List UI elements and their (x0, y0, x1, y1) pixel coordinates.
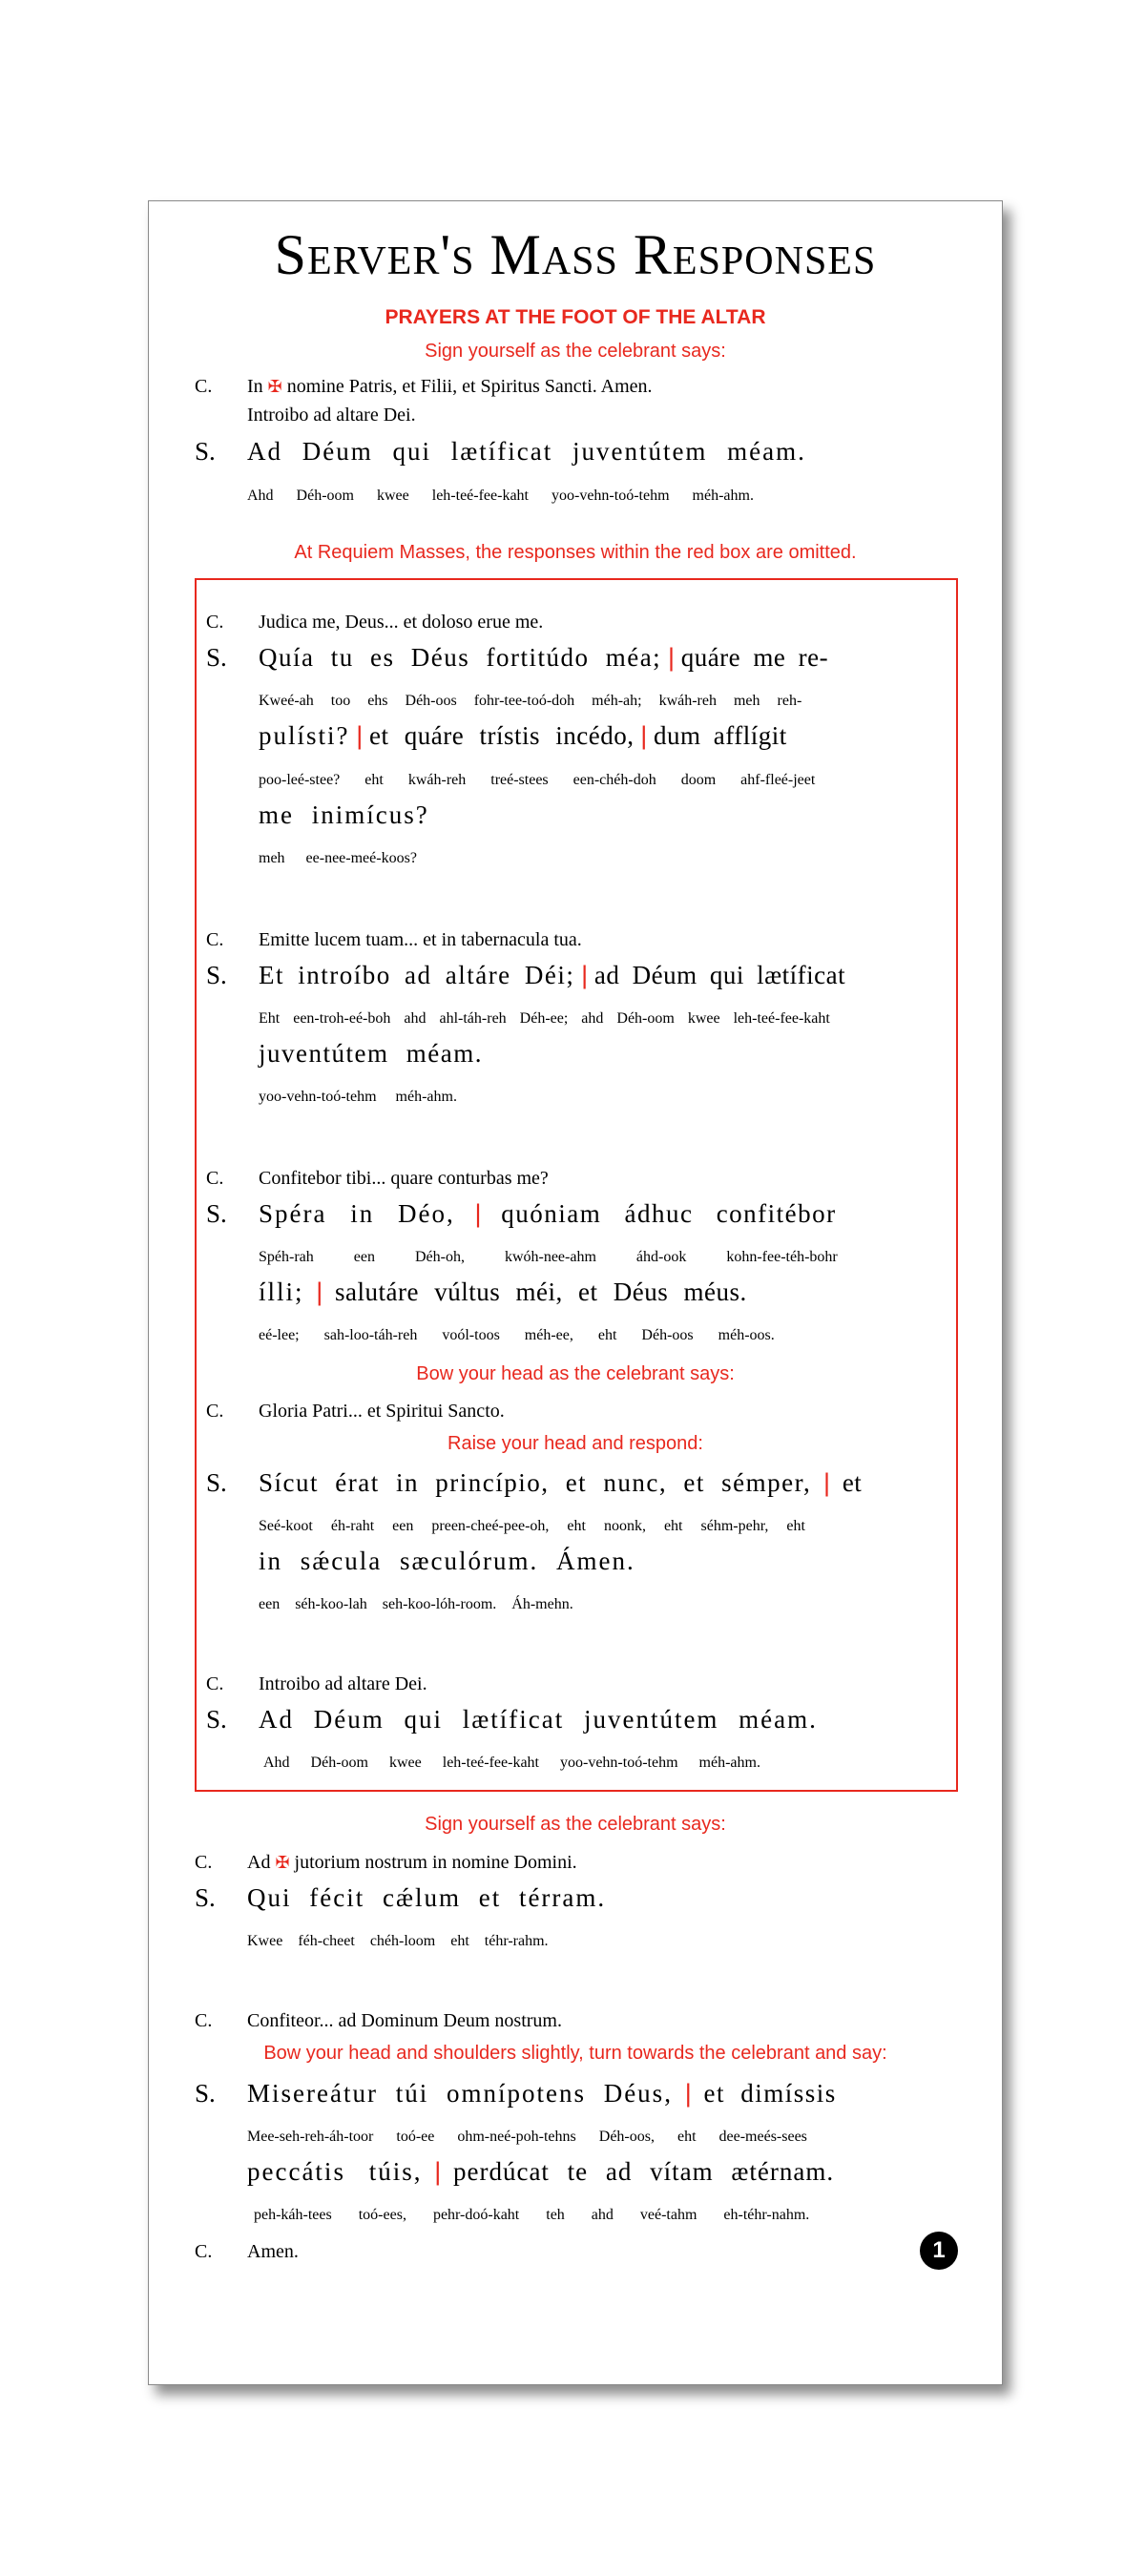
celebrant-line: C. Confiteor... ad Dominum Deum nostrum. (195, 2010, 562, 2031)
phonetic-line: Kwee féh-cheet chéh-loom eht téhr-rahm. (247, 1933, 549, 1949)
server-response-cont: in sǽcula sæculórum. Ámen. (259, 1547, 635, 1575)
server-response: S. Quía tu es Déus fortitúdo méa; | quáre me re- (206, 643, 829, 672)
celebrant-line: C. Introibo ad altare Dei. (206, 1673, 427, 1694)
cross-icon: ✠ (275, 1853, 290, 1873)
celebrant-label: C. (195, 376, 213, 397)
phonetic-line: een séh-koo-lah seh-koo-lóh-room. Áh-mehn. (259, 1596, 573, 1612)
instruction-sign-1: Sign yourself as the celebrant says: (425, 341, 726, 362)
celebrant-line: C. Emitte lucem tuam... et in tabernacula tua. (206, 929, 582, 950)
phonetic-line: Kweé-ah too ehs Déh-oos fohr-tee-toó-doh méh-ah; kwáh-reh meh reh- (259, 693, 802, 709)
server-response: S. Et introíbo ad altáre Déi; | ad Déum qui lætíficat (206, 961, 846, 989)
response-card (148, 200, 1003, 2385)
breath-mark: | (667, 643, 675, 672)
phonetic-line: Eht een-troh-eé-boh ahd ahl-táh-reh Déh-ee; ahd Déh-oom kwee leh-teé-fee-kaht (259, 1010, 830, 1027)
server-response: S. Misereátur túi omnípotens Déus, | et dimíssis (195, 2079, 837, 2108)
celebrant-line: C. Ad ✠ jutorium nostrum in nomine Domini. (195, 1852, 577, 1873)
phonetic-line: Seé-koot éh-raht een preen-cheé-pee-oh, eht noonk, eht séhm-pehr, eht (259, 1518, 805, 1534)
cross-icon: ✠ (267, 377, 282, 397)
server-response-cont: peccátis túis, | perdúcat te ad vítam ætérnam. (247, 2157, 835, 2186)
phonetic-line: Mee-seh-reh-áh-toor toó-ee ohm-neé-poh-tehns Déh-oos, eht dee-meés-sees (247, 2129, 807, 2145)
page-number-badge: 1 (920, 2232, 958, 2270)
section-heading: PRAYERS AT THE FOOT OF THE ALTAR (385, 306, 766, 328)
server-response: S. Sícut érat in princípio, et nunc, et sémper, | et (206, 1468, 863, 1497)
phonetic-line: poo-leé-stee? eht kwáh-reh treé-stees een-chéh-doh doom ahf-fleé-jeet (259, 772, 816, 788)
instruction-bow-shoulders: Bow your head and shoulders slightly, turn towards the celebrant and say: (263, 2043, 887, 2064)
phonetic-line: Ahd Déh-oom kwee leh-teé-fee-kaht yoo-vehn-toó-tehm méh-ahm. (247, 488, 754, 504)
instruction-bow-head: Bow your head as the celebrant says: (416, 1363, 735, 1384)
celebrant-line: C. Confitebor tibi... quare conturbas me? (206, 1168, 549, 1189)
server-response-cont: ílli; | salutáre vúltus méi, et Déus méus. (259, 1278, 747, 1306)
instruction-sign-2: Sign yourself as the celebrant says: (425, 1814, 726, 1835)
phonetic-line: meh ee-nee-meé-koos? (259, 850, 417, 866)
server-response: S. Qui fécit cǽlum et térram. (195, 1883, 607, 1912)
celebrant-line: C. Gloria Patri... et Spiritui Sancto. (206, 1401, 505, 1422)
phonetic-line: Ahd Déh-oom kwee leh-teé-fee-kaht yoo-vehn-toó-tehm méh-ahm. (263, 1755, 760, 1771)
phonetic-line: Spéh-rah een Déh-oh, kwóh-nee-ahm áhd-ook kohn-fee-téh-bohr (259, 1249, 838, 1265)
server-label: S. (195, 437, 216, 466)
instruction-requiem: At Requiem Masses, the responses within the red box are omitted. (294, 542, 857, 563)
server-response: S. Spéra in Déo, | quóniam ádhuc confitébor (206, 1199, 837, 1228)
server-response-cont: me inimícus? (259, 800, 429, 829)
server-response: S. Ad Déum qui lætíficat juventútem méam. (206, 1705, 818, 1734)
phonetic-line: yoo-vehn-toó-tehm méh-ahm. (259, 1089, 457, 1105)
phonetic-line: peh-káh-tees toó-ees, pehr-doó-kaht teh ahd veé-tahm eh-téhr-nahm. (254, 2207, 810, 2223)
server-response-cont: juventútem méam. (259, 1039, 483, 1068)
server-response: S. Ad Déum qui lætíficat juventútem méam. (195, 437, 806, 466)
server-response-cont: pulísti? | et quáre trístis incédo, | dum afflígit (259, 721, 787, 750)
celebrant-line: C. In ✠ nomine Patris, et Filii, et Spiritus Sancti. Amen. (195, 376, 653, 397)
celebrant-line: C. Judica me, Deus... et doloso erue me. (206, 612, 544, 633)
celebrant-line: C. Amen. (195, 2241, 299, 2262)
page-title: Server's Mass Responses (274, 223, 877, 286)
celebrant-line-cont: Introibo ad altare Dei. (247, 405, 416, 426)
phonetic-line: eé-lee; sah-loo-táh-reh voól-toos méh-ee, eht Déh-oos méh-oos. (259, 1327, 775, 1343)
instruction-raise-head: Raise your head and respond: (448, 1433, 703, 1454)
